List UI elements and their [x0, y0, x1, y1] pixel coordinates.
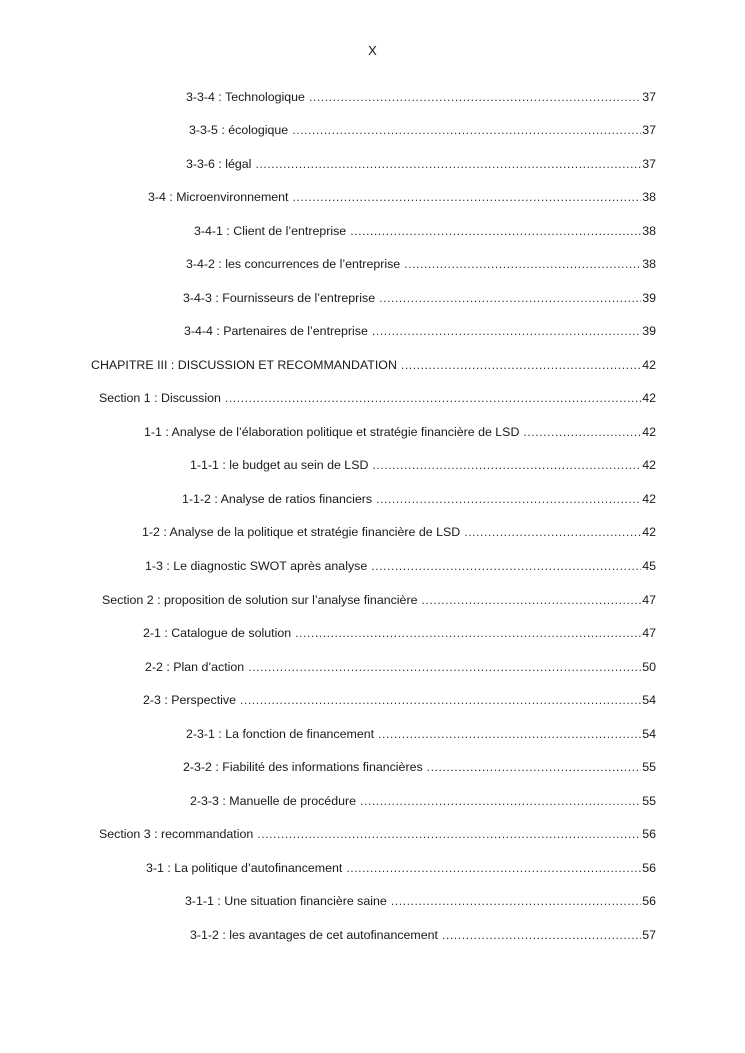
toc-entry-section[interactable]: [99, 827, 656, 847]
toc-entry-label: 3-3-6 : légal: [186, 157, 252, 171]
toc-entry-page: 54: [642, 727, 656, 741]
toc-entry-page: 55: [642, 760, 656, 774]
toc-dot-leader: [379, 291, 641, 305]
toc-entry-page: 56: [642, 861, 656, 875]
toc-dot-leader: [421, 593, 641, 607]
toc-entry-page: 56: [642, 827, 656, 841]
toc-entry-section[interactable]: [102, 593, 656, 613]
toc-entry[interactable]: [189, 123, 656, 143]
toc-entry-label: CHAPITRE III : DISCUSSION ET RECOMMANDATION: [91, 358, 397, 372]
toc-entry-label: 3-4-4 : Partenaires de l’entreprise: [184, 324, 368, 338]
toc-entry[interactable]: [145, 660, 656, 680]
toc-entry-label: 2-1 : Catalogue de solution: [143, 626, 292, 640]
toc-dot-leader: [350, 224, 641, 238]
toc-entry-page: 37: [642, 157, 656, 171]
toc-dot-leader: [257, 827, 641, 841]
toc-entry-label: 3-1-1 : Une situation financière saine: [185, 894, 387, 908]
toc-entry-label: 1-1-1 : le budget au sein de LSD: [190, 458, 369, 472]
toc-dot-leader: [427, 760, 642, 774]
toc-entry-page: 47: [642, 593, 656, 607]
toc-entry-page: 57: [642, 928, 656, 942]
toc-entry-page: 42: [642, 358, 656, 372]
toc-dot-leader: [248, 660, 641, 674]
toc-dot-leader: [378, 727, 641, 741]
toc-entry-label: 3-4-2 : les concurrences de l’entreprise: [186, 257, 401, 271]
toc-entry-label: 3-3-4 : Technologique: [186, 90, 305, 104]
toc-dot-leader: [401, 358, 641, 372]
toc-dot-leader: [372, 324, 641, 338]
toc-dot-leader: [376, 492, 641, 506]
toc-dot-leader: [292, 123, 641, 137]
toc-entry-label: 1-1 : Analyse de l’élaboration politique et stratégie financière de LSD: [144, 425, 520, 439]
toc-entry[interactable]: [143, 693, 656, 713]
toc-entry-section[interactable]: [99, 391, 656, 411]
toc-entry-page: 38: [642, 224, 656, 238]
toc-entry-label: Section 2 : proposition de solution sur l’analyse financière: [102, 593, 418, 607]
toc-entry-label: 2-3-2 : Fiabilité des informations financières: [183, 760, 423, 774]
toc-dot-leader: [523, 425, 641, 439]
toc-entry-label: 1-3 : Le diagnostic SWOT après analyse: [145, 559, 368, 573]
toc-dot-leader: [442, 928, 641, 942]
toc-dot-leader: [240, 693, 641, 707]
toc-entry[interactable]: [194, 224, 656, 244]
toc-entry-label: 3-4 : Microenvironnement: [148, 190, 289, 204]
page-number: X: [368, 43, 377, 58]
toc-entry-page: 45: [642, 559, 656, 573]
toc-entry-page: 37: [642, 90, 656, 104]
toc-entry[interactable]: [190, 458, 656, 478]
toc-entry-label: Section 3 : recommandation: [99, 827, 254, 841]
toc-entry-chapter[interactable]: [91, 358, 656, 378]
toc-dot-leader: [464, 525, 641, 539]
toc-entry[interactable]: [186, 727, 656, 747]
toc-dot-leader: [360, 794, 641, 808]
toc-entry[interactable]: [185, 894, 656, 914]
toc-entry-label: 2-3-1 : La fonction de financement: [186, 727, 375, 741]
toc-dot-leader: [293, 190, 642, 204]
toc-entry-page: 39: [642, 324, 656, 338]
toc-entry-page: 42: [642, 458, 656, 472]
toc-entry-page: 38: [642, 257, 656, 271]
toc-entry-label: 3-1 : La politique d’autofinancement: [146, 861, 343, 875]
toc-entry[interactable]: [144, 425, 656, 445]
toc-dot-leader: [255, 157, 641, 171]
toc-entry[interactable]: [186, 90, 656, 110]
toc-entry[interactable]: [142, 525, 656, 545]
toc-entry-page: 56: [642, 894, 656, 908]
toc-dot-leader: [225, 391, 641, 405]
toc-entry-page: 54: [642, 693, 656, 707]
toc-entry-label: 3-4-1 : Client de l’entreprise: [194, 224, 347, 238]
toc-entry[interactable]: [145, 559, 656, 579]
toc-dot-leader: [371, 559, 641, 573]
toc-entry-label: 2-2 : Plan d’action: [145, 660, 245, 674]
toc-entry[interactable]: [183, 760, 656, 780]
toc-entry[interactable]: [190, 794, 656, 814]
toc-entry-label: 3-4-3 : Fournisseurs de l’entreprise: [183, 291, 376, 305]
toc-entry[interactable]: [184, 324, 656, 344]
toc-entry-page: 47: [642, 626, 656, 640]
toc-dot-leader: [346, 861, 641, 875]
toc-entry-label: 2-3 : Perspective: [143, 693, 236, 707]
toc-dot-leader: [309, 90, 641, 104]
toc-entry[interactable]: [143, 626, 656, 646]
toc-entry-page: 39: [642, 291, 656, 305]
toc-entry-page: 42: [642, 425, 656, 439]
toc-entry-page: 50: [642, 660, 656, 674]
toc-dot-leader: [372, 458, 641, 472]
toc-entry[interactable]: [183, 291, 656, 311]
toc-dot-leader: [404, 257, 641, 271]
toc-entry-label: 2-3-3 : Manuelle de procédure: [190, 794, 356, 808]
toc-entry-label: 3-1-2 : les avantages de cet autofinancement: [190, 928, 438, 942]
toc-entry-label: 3-3-5 : écologique: [189, 123, 289, 137]
toc-entry-page: 42: [642, 492, 656, 506]
toc-entry[interactable]: [182, 492, 656, 512]
toc-dot-leader: [295, 626, 641, 640]
toc-entry-page: 55: [642, 794, 656, 808]
toc-entry-page: 42: [642, 525, 656, 539]
toc-entry[interactable]: [186, 157, 656, 177]
toc-entry-label: Section 1 : Discussion: [99, 391, 221, 405]
toc-entry-label: 1-2 : Analyse de la politique et stratégie financière de LSD: [142, 525, 461, 539]
toc-entry-label: 1-1-2 : Analyse de ratios financiers: [182, 492, 373, 506]
toc-entry-page: 38: [642, 190, 656, 204]
toc-entry-page: 42: [642, 391, 656, 405]
toc-dot-leader: [391, 894, 641, 908]
toc-entry-page: 37: [642, 123, 656, 137]
toc-entry[interactable]: [146, 861, 656, 881]
toc-entry[interactable]: [190, 928, 656, 948]
toc-entry[interactable]: [148, 190, 656, 210]
toc-entry[interactable]: [186, 257, 656, 277]
